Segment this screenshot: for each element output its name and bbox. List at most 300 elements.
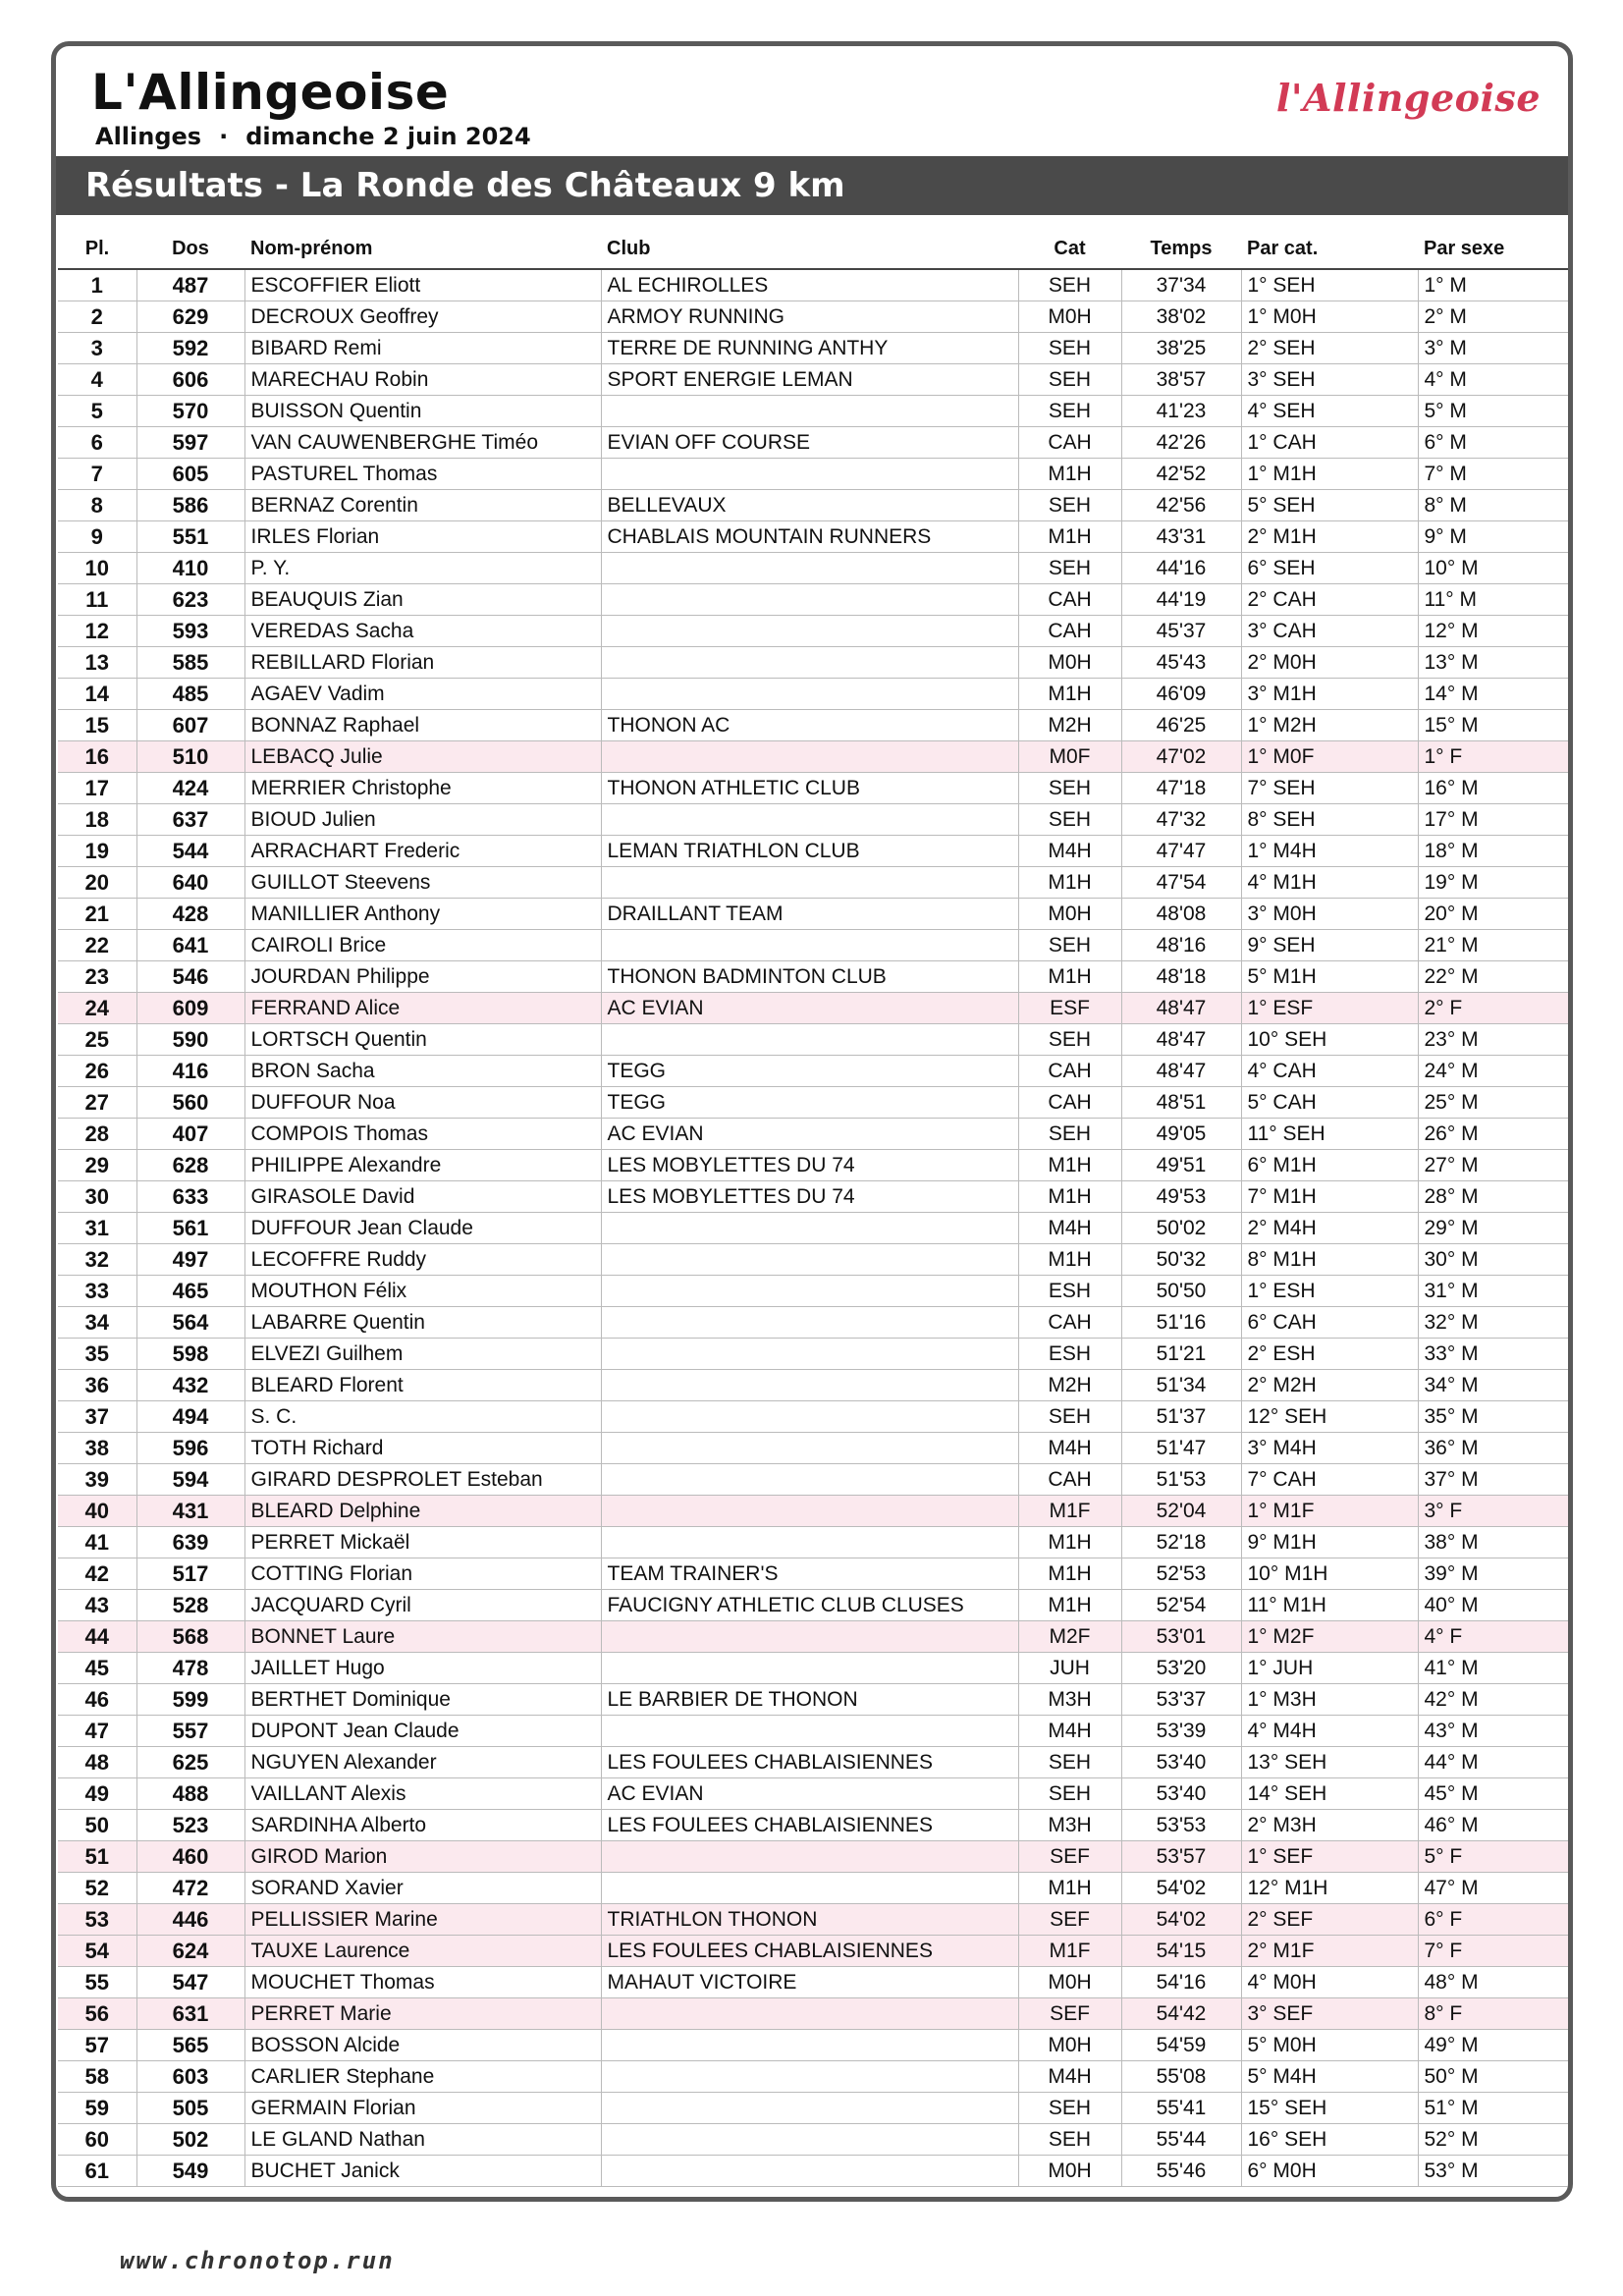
cell-time: 50'32 [1121,1244,1241,1276]
cell-sex-rank: 47° M [1418,1873,1573,1904]
table-row [58,490,1573,521]
cell-time: 50'02 [1121,1213,1241,1244]
cell-category-rank: 4° M1H [1241,867,1418,899]
cell-time: 54'59 [1121,2030,1241,2061]
cell-sex-rank: 35° M [1418,1401,1573,1433]
cell-club: TRIATHLON THONON [601,1904,1018,1936]
table-row [58,993,1573,1024]
cell-time: 54'15 [1121,1936,1241,1967]
cell-name: MARECHAU Robin [244,364,601,396]
cell-name: VEREDAS Sacha [244,616,601,647]
cell-category-rank: 2° CAH [1241,584,1418,616]
cell-sex-rank: 40° M [1418,1590,1573,1621]
cell-sex-rank: 34° M [1418,1370,1573,1401]
cell-sex-rank: 38° M [1418,1527,1573,1558]
table-row [58,1119,1573,1150]
cell-bib: 465 [136,1276,244,1307]
table-row [58,1087,1573,1119]
cell-time: 51'37 [1121,1401,1241,1433]
event-subtitle [95,123,531,150]
cell-club: LES MOBYLETTES DU 74 [601,1181,1018,1213]
cell-place: 25 [58,1024,136,1056]
cell-time: 44'19 [1121,584,1241,616]
cell-category-rank: 13° SEH [1241,1747,1418,1778]
cell-time: 55'44 [1121,2124,1241,2156]
cell-category: CAH [1018,427,1121,459]
cell-bib: 505 [136,2093,244,2124]
cell-category: M1H [1018,679,1121,710]
cell-place: 7 [58,459,136,490]
cell-club: TEGG [601,1056,1018,1087]
cell-category: M4H [1018,836,1121,867]
table-row [58,1558,1573,1590]
cell-time: 48'47 [1121,1024,1241,1056]
cell-time: 50'50 [1121,1276,1241,1307]
table-row [58,333,1573,364]
cell-name: COTTING Florian [244,1558,601,1590]
cell-category: SEF [1018,1998,1121,2030]
cell-bib: 460 [136,1841,244,1873]
cell-category: M4H [1018,1213,1121,1244]
cell-time: 55'08 [1121,2061,1241,2093]
cell-sex-rank: 28° M [1418,1181,1573,1213]
cell-place: 28 [58,1119,136,1150]
cell-club: ARMOY RUNNING [601,301,1018,333]
cell-bib: 517 [136,1558,244,1590]
cell-sex-rank: 49° M [1418,2030,1573,2061]
cell-category-rank: 8° SEH [1241,804,1418,836]
cell-bib: 424 [136,773,244,804]
cell-category: M1F [1018,1936,1121,1967]
cell-category: SEH [1018,333,1121,364]
table-row [58,1684,1573,1716]
cell-place: 46 [58,1684,136,1716]
cell-place: 18 [58,804,136,836]
cell-bib: 598 [136,1339,244,1370]
cell-name: BERTHET Dominique [244,1684,601,1716]
cell-place: 56 [58,1998,136,2030]
cell-club [601,2093,1018,2124]
cell-sex-rank: 32° M [1418,1307,1573,1339]
cell-category-rank: 6° M0H [1241,2156,1418,2187]
cell-time: 53'01 [1121,1621,1241,1653]
cell-category: M0H [1018,2156,1121,2187]
cell-place: 50 [58,1810,136,1841]
table-row [58,2156,1573,2187]
col-header-dos: Dos [136,229,244,269]
cell-category: M0H [1018,2030,1121,2061]
cell-bib: 639 [136,1527,244,1558]
cell-category: SEH [1018,364,1121,396]
cell-club: LES MOBYLETTES DU 74 [601,1150,1018,1181]
cell-name: CARLIER Stephane [244,2061,601,2093]
cell-sex-rank: 10° M [1418,553,1573,584]
separator: · [219,123,229,150]
cell-place: 22 [58,930,136,961]
cell-category: ESH [1018,1276,1121,1307]
cell-bib: 510 [136,741,244,773]
cell-category: M4H [1018,1433,1121,1464]
cell-time: 48'47 [1121,993,1241,1024]
cell-sex-rank: 3° F [1418,1496,1573,1527]
cell-category-rank: 11° SEH [1241,1119,1418,1150]
cell-place: 20 [58,867,136,899]
table-row [58,1181,1573,1213]
cell-bib: 606 [136,364,244,396]
cell-bib: 410 [136,553,244,584]
cell-sex-rank: 41° M [1418,1653,1573,1684]
cell-place: 33 [58,1276,136,1307]
cell-place: 19 [58,836,136,867]
cell-category-rank: 2° M4H [1241,1213,1418,1244]
cell-bib: 633 [136,1181,244,1213]
cell-bib: 631 [136,1998,244,2030]
cell-club: AL ECHIROLLES [601,269,1018,301]
cell-category: SEH [1018,396,1121,427]
cell-place: 1 [58,269,136,301]
cell-bib: 605 [136,459,244,490]
table-row [58,1873,1573,1904]
table-row [58,1998,1573,2030]
table-row [58,1590,1573,1621]
cell-name: LEBACQ Julie [244,741,601,773]
cell-club: LEMAN TRIATHLON CLUB [601,836,1018,867]
cell-name: SORAND Xavier [244,1873,601,1904]
cell-category: M1H [1018,1150,1121,1181]
cell-name: REBILLARD Florian [244,647,601,679]
cell-category: CAH [1018,1087,1121,1119]
cell-club [601,616,1018,647]
cell-category-rank: 11° M1H [1241,1590,1418,1621]
cell-name: DECROUX Geoffrey [244,301,601,333]
event-logo: l'Allingeoise [1275,76,1541,120]
cell-name: GIRARD DESPROLET Esteban [244,1464,601,1496]
cell-club [601,1527,1018,1558]
cell-place: 41 [58,1527,136,1558]
cell-club [601,1244,1018,1276]
cell-category: M1H [1018,1590,1121,1621]
cell-bib: 560 [136,1087,244,1119]
cell-time: 48'18 [1121,961,1241,993]
cell-name: LABARRE Quentin [244,1307,601,1339]
cell-time: 47'18 [1121,773,1241,804]
cell-club [601,1841,1018,1873]
cell-category-rank: 10° SEH [1241,1024,1418,1056]
table-row [58,1653,1573,1684]
cell-category: SEH [1018,930,1121,961]
table-row [58,1716,1573,1747]
cell-time: 44'16 [1121,553,1241,584]
cell-club [601,1496,1018,1527]
table-row [58,427,1573,459]
cell-sex-rank: 25° M [1418,1087,1573,1119]
cell-bib: 561 [136,1213,244,1244]
col-header-name: Nom-prénom [244,229,601,269]
cell-category-rank: 3° SEH [1241,364,1418,396]
cell-bib: 603 [136,2061,244,2093]
cell-sex-rank: 44° M [1418,1747,1573,1778]
cell-category-rank: 1° M2H [1241,710,1418,741]
cell-time: 51'21 [1121,1339,1241,1370]
cell-name: PELLISSIER Marine [244,1904,601,1936]
cell-sex-rank: 21° M [1418,930,1573,961]
table-row [58,2061,1573,2093]
table-row [58,459,1573,490]
cell-bib: 623 [136,584,244,616]
cell-sex-rank: 2° F [1418,993,1573,1024]
cell-name: BONNAZ Raphael [244,710,601,741]
cell-club: DRAILLANT TEAM [601,899,1018,930]
cell-name: CAIROLI Brice [244,930,601,961]
cell-time: 47'32 [1121,804,1241,836]
cell-club [601,1213,1018,1244]
cell-place: 47 [58,1716,136,1747]
cell-place: 36 [58,1370,136,1401]
cell-sex-rank: 22° M [1418,961,1573,993]
cell-bib: 494 [136,1401,244,1433]
cell-sex-rank: 2° M [1418,301,1573,333]
cell-category-rank: 1° M2F [1241,1621,1418,1653]
cell-category-rank: 10° M1H [1241,1558,1418,1590]
cell-bib: 478 [136,1653,244,1684]
cell-category: SEH [1018,1778,1121,1810]
cell-place: 49 [58,1778,136,1810]
cell-bib: 547 [136,1967,244,1998]
cell-category-rank: 6° SEH [1241,553,1418,584]
cell-club [601,459,1018,490]
cell-sex-rank: 9° M [1418,521,1573,553]
table-row [58,269,1573,301]
cell-place: 60 [58,2124,136,2156]
cell-bib: 549 [136,2156,244,2187]
cell-club: LES FOULEES CHABLAISIENNES [601,1936,1018,1967]
cell-name: PHILIPPE Alexandre [244,1150,601,1181]
cell-category: SEH [1018,1024,1121,1056]
cell-sex-rank: 4° M [1418,364,1573,396]
cell-place: 5 [58,396,136,427]
cell-bib: 431 [136,1496,244,1527]
cell-time: 46'25 [1121,710,1241,741]
cell-category-rank: 1° SEH [1241,269,1418,301]
cell-bib: 628 [136,1150,244,1181]
cell-place: 57 [58,2030,136,2061]
cell-category-rank: 1° ESF [1241,993,1418,1024]
table-row [58,1810,1573,1841]
cell-place: 58 [58,2061,136,2093]
cell-time: 48'08 [1121,899,1241,930]
cell-category-rank: 7° M1H [1241,1181,1418,1213]
cell-place: 29 [58,1150,136,1181]
cell-club [601,679,1018,710]
cell-sex-rank: 13° M [1418,647,1573,679]
cell-sex-rank: 16° M [1418,773,1573,804]
cell-bib: 565 [136,2030,244,2061]
cell-bib: 629 [136,301,244,333]
cell-club [601,1307,1018,1339]
cell-place: 6 [58,427,136,459]
cell-category-rank: 9° M1H [1241,1527,1418,1558]
cell-club [601,1998,1018,2030]
cell-name: VAILLANT Alexis [244,1778,601,1810]
cell-name: BLEARD Delphine [244,1496,601,1527]
table-row [58,899,1573,930]
cell-bib: 528 [136,1590,244,1621]
table-row [58,1339,1573,1370]
cell-bib: 590 [136,1024,244,1056]
cell-time: 47'47 [1121,836,1241,867]
table-row [58,1778,1573,1810]
table-row [58,1370,1573,1401]
cell-bib: 544 [136,836,244,867]
cell-sex-rank: 7° F [1418,1936,1573,1967]
cell-club: BELLEVAUX [601,490,1018,521]
cell-category-rank: 4° CAH [1241,1056,1418,1087]
cell-sex-rank: 1° F [1418,741,1573,773]
cell-time: 48'47 [1121,1056,1241,1087]
cell-club [601,647,1018,679]
cell-category: SEH [1018,773,1121,804]
cell-category-rank: 8° M1H [1241,1244,1418,1276]
cell-time: 53'40 [1121,1778,1241,1810]
cell-time: 54'16 [1121,1967,1241,1998]
cell-category: SEH [1018,269,1121,301]
cell-category-rank: 5° M4H [1241,2061,1418,2093]
cell-category-rank: 3° SEF [1241,1998,1418,2030]
cell-category-rank: 5° CAH [1241,1087,1418,1119]
cell-bib: 502 [136,2124,244,2156]
cell-name: S. C. [244,1401,601,1433]
table-row [58,1024,1573,1056]
cell-place: 32 [58,1244,136,1276]
cell-sex-rank: 43° M [1418,1716,1573,1747]
cell-sex-rank: 3° M [1418,333,1573,364]
cell-sex-rank: 42° M [1418,1684,1573,1716]
cell-category: M2H [1018,710,1121,741]
cell-club: AC EVIAN [601,1119,1018,1150]
col-header-par-sexe: Par sexe [1418,229,1573,269]
cell-club [601,741,1018,773]
cell-category: M1H [1018,1873,1121,1904]
cell-place: 23 [58,961,136,993]
cell-category-rank: 3° CAH [1241,616,1418,647]
cell-club [601,930,1018,961]
cell-bib: 487 [136,269,244,301]
table-row [58,1056,1573,1087]
cell-category: CAH [1018,584,1121,616]
cell-place: 38 [58,1433,136,1464]
cell-club: TEGG [601,1087,1018,1119]
cell-bib: 593 [136,616,244,647]
cell-name: DUFFOUR Jean Claude [244,1213,601,1244]
cell-club: LES FOULEES CHABLAISIENNES [601,1810,1018,1841]
cell-sex-rank: 18° M [1418,836,1573,867]
cell-time: 52'54 [1121,1590,1241,1621]
cell-club: LES FOULEES CHABLAISIENNES [601,1747,1018,1778]
cell-category-rank: 1° M0F [1241,741,1418,773]
cell-sex-rank: 33° M [1418,1339,1573,1370]
cell-time: 51'47 [1121,1433,1241,1464]
cell-time: 53'20 [1121,1653,1241,1684]
cell-category: SEH [1018,804,1121,836]
cell-category-rank: 1° SEF [1241,1841,1418,1873]
cell-category-rank: 2° M2H [1241,1370,1418,1401]
table-row [58,2093,1573,2124]
cell-sex-rank: 53° M [1418,2156,1573,2187]
cell-bib: 472 [136,1873,244,1904]
cell-place: 11 [58,584,136,616]
cell-place: 54 [58,1936,136,1967]
cell-name: PASTUREL Thomas [244,459,601,490]
cell-category: M1H [1018,459,1121,490]
cell-name: BLEARD Florent [244,1370,601,1401]
cell-time: 42'56 [1121,490,1241,521]
table-row [58,1936,1573,1967]
cell-place: 9 [58,521,136,553]
cell-name: LECOFFRE Ruddy [244,1244,601,1276]
cell-place: 37 [58,1401,136,1433]
cell-bib: 432 [136,1370,244,1401]
cell-category: CAH [1018,1464,1121,1496]
cell-name: JAILLET Hugo [244,1653,601,1684]
cell-bib: 592 [136,333,244,364]
cell-time: 52'18 [1121,1527,1241,1558]
cell-club [601,1653,1018,1684]
cell-place: 2 [58,301,136,333]
cell-category: ESH [1018,1339,1121,1370]
cell-category-rank: 4° SEH [1241,396,1418,427]
cell-bib: 416 [136,1056,244,1087]
cell-bib: 570 [136,396,244,427]
cell-sex-rank: 15° M [1418,710,1573,741]
cell-category: SEH [1018,490,1121,521]
cell-time: 55'41 [1121,2093,1241,2124]
cell-time: 53'40 [1121,1747,1241,1778]
cell-bib: 599 [136,1684,244,1716]
table-row [58,1244,1573,1276]
cell-place: 35 [58,1339,136,1370]
cell-name: BUCHET Janick [244,2156,601,2187]
cell-name: DUFFOUR Noa [244,1087,601,1119]
cell-sex-rank: 45° M [1418,1778,1573,1810]
table-row [58,647,1573,679]
results-table [58,229,1573,2187]
cell-name: BIOUD Julien [244,804,601,836]
cell-time: 53'57 [1121,1841,1241,1873]
cell-sex-rank: 48° M [1418,1967,1573,1998]
cell-sex-rank: 24° M [1418,1056,1573,1087]
cell-sex-rank: 19° M [1418,867,1573,899]
table-row [58,1904,1573,1936]
table-row [58,553,1573,584]
cell-club: MAHAUT VICTOIRE [601,1967,1018,1998]
event-title: L'Allingeoise [91,64,450,121]
cell-category-rank: 1° M0H [1241,301,1418,333]
cell-category: M0H [1018,647,1121,679]
cell-place: 10 [58,553,136,584]
cell-place: 61 [58,2156,136,2187]
cell-club: THONON BADMINTON CLUB [601,961,1018,993]
cell-time: 54'02 [1121,1904,1241,1936]
cell-place: 40 [58,1496,136,1527]
col-header-cat: Cat [1018,229,1121,269]
table-row [58,836,1573,867]
cell-category-rank: 1° M3H [1241,1684,1418,1716]
cell-name: JOURDAN Philippe [244,961,601,993]
cell-bib: 586 [136,490,244,521]
cell-category: ESF [1018,993,1121,1024]
table-row [58,1307,1573,1339]
cell-place: 27 [58,1087,136,1119]
